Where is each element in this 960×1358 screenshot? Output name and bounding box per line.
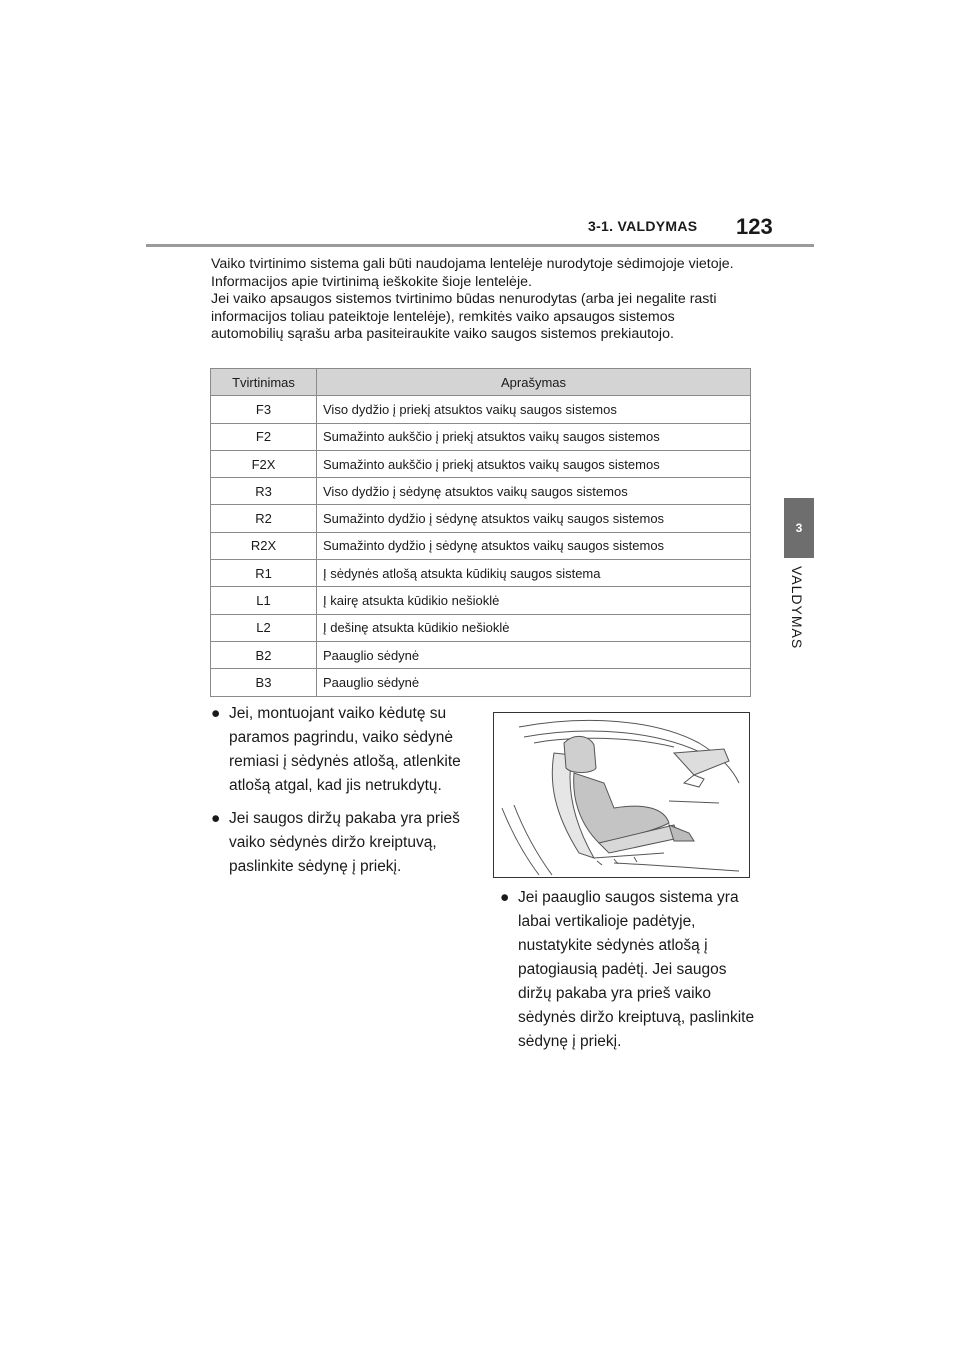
- bullet-list-right: [500, 886, 760, 1063]
- bullet-text: Jei paauglio saugos sistema yra labai vertikalioje padėtyje, nustatykite sėdynės atlošą į patogiausią padėtį. Jei saugos diržų pakaba yra prieš vaiko sėdynės diržo kreiptuvą, paslinkite sėdynę į priekį.: [518, 889, 755, 1050]
- attachment-code: R2X: [211, 532, 317, 559]
- car-seat-drawing: [494, 713, 749, 877]
- section-title: 3-1. VALDYMAS: [588, 218, 698, 234]
- attachment-code: F2: [211, 423, 317, 450]
- bullet-text: Jei saugos diržų pakaba yra prieš vaiko sėdynės diržo kreiptuvą, paslinkite sėdynę į priekį.: [229, 810, 460, 875]
- table-row: [211, 450, 751, 477]
- intro-text: [211, 256, 751, 344]
- bullet-icon: ●: [211, 705, 221, 722]
- table-row: [211, 423, 751, 450]
- attachment-description: Paauglio sėdynė: [317, 641, 751, 668]
- table-header-row: [211, 369, 751, 396]
- bullet-item: [500, 886, 760, 1054]
- table-row: [211, 669, 751, 696]
- table-row: [211, 587, 751, 614]
- attachment-code: F3: [211, 396, 317, 423]
- header-description: Aprašymas: [317, 369, 751, 396]
- table-row: [211, 532, 751, 559]
- table-body: [211, 396, 751, 696]
- attachment-table: [210, 368, 751, 697]
- chapter-tab-number: 3: [784, 498, 814, 558]
- attachment-description: Sumažinto dydžio į sėdynę atsuktos vaikų saugos sistemos: [317, 505, 751, 532]
- header-attachment: Tvirtinimas: [211, 369, 317, 396]
- attachment-code: R2: [211, 505, 317, 532]
- bullet-icon: ●: [500, 889, 510, 906]
- table-row: [211, 641, 751, 668]
- attachment-description: Sumažinto dydžio į sėdynę atsuktos vaikų saugos sistemos: [317, 532, 751, 559]
- attachment-code: B2: [211, 641, 317, 668]
- bullet-item: [211, 702, 471, 798]
- bullet-text: Jei, montuojant vaiko kėdutę su paramos pagrindu, vaiko sėdynė remiasi į sėdynės atlošą, atlenkite atlošą atgal, kad jis netrukdytų.: [229, 705, 461, 794]
- attachment-description: Sumažinto aukščio į priekį atsuktos vaikų saugos sistemos: [317, 450, 751, 477]
- child-seat-illustration: [493, 712, 750, 878]
- attachment-description: Paauglio sėdynė: [317, 669, 751, 696]
- bullet-icon: ●: [211, 810, 221, 827]
- attachment-code: R3: [211, 478, 317, 505]
- table-row: [211, 560, 751, 587]
- table-row: [211, 505, 751, 532]
- attachment-description: Į sėdynės atlošą atsukta kūdikių saugos sistema: [317, 560, 751, 587]
- table-row: [211, 478, 751, 505]
- table-row: [211, 614, 751, 641]
- attachment-description: Viso dydžio į sėdynę atsuktos vaikų saugos sistemos: [317, 478, 751, 505]
- page-number: 123: [736, 214, 773, 239]
- attachment-code: L1: [211, 587, 317, 614]
- attachment-code: R1: [211, 560, 317, 587]
- attachment-description: Viso dydžio į priekį atsuktos vaikų saugos sistemos: [317, 396, 751, 423]
- bullet-item: [211, 807, 471, 879]
- bullet-list-left: [211, 702, 471, 888]
- header-rule: [146, 244, 814, 247]
- attachment-description: Sumažinto aukščio į priekį atsuktos vaikų saugos sistemos: [317, 423, 751, 450]
- table-row: [211, 396, 751, 423]
- attachment-description: Į kairę atsukta kūdikio nešioklė: [317, 587, 751, 614]
- intro-paragraph-1: Vaiko tvirtinimo sistema gali būti naudojama lentelėje nurodytoje sėdimojoje vietoje. Informacijos apie tvirtinimą ieškokite šioje lentelėje.: [211, 256, 734, 290]
- attachment-description: Į dešinę atsukta kūdikio nešioklė: [317, 614, 751, 641]
- attachment-code: F2X: [211, 450, 317, 477]
- attachment-code: B3: [211, 669, 317, 696]
- chapter-tab-label: VALDYMAS: [789, 566, 805, 650]
- intro-paragraph-2: Jei vaiko apsaugos sistemos tvirtinimo būdas nenurodytas (arba jei negalite rasti informacijos toliau pateiktoje lentelėje), remkitės vaiko apsaugos sistemos automobilių sąrašu arba pasiteiraukite vaiko saugos sistemos prekiautojo.: [211, 291, 717, 343]
- attachment-code: L2: [211, 614, 317, 641]
